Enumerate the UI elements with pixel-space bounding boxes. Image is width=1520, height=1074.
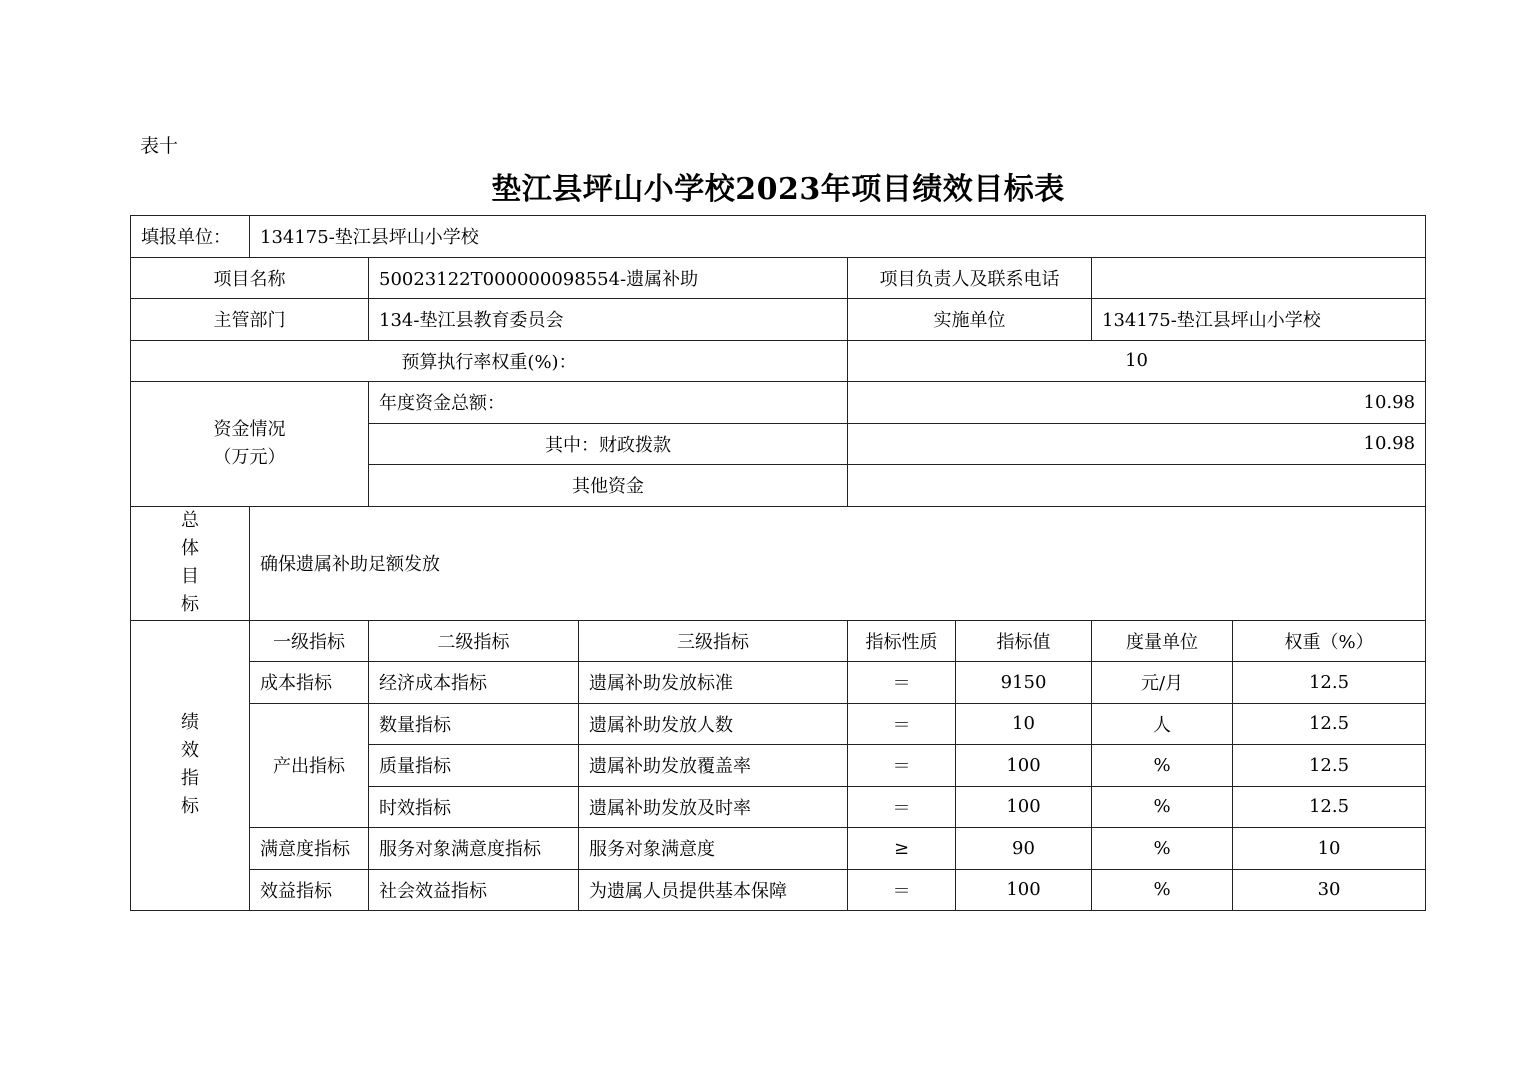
nature-cell: ＝ (848, 786, 956, 828)
value-cell: 100 (956, 745, 1092, 787)
funds-fiscal-label: 其中：财政拨款 (369, 423, 848, 465)
overall-goal-text: 确保遗属补助足额发放 (250, 506, 1426, 620)
value-cell: 90 (956, 828, 1092, 870)
overall-goal-row (131, 506, 1426, 620)
budget-rate-label: 预算执行率权重(%)： (131, 340, 848, 382)
department-label: 主管部门 (131, 299, 369, 341)
nature-cell: ＝ (848, 869, 956, 911)
value-cell: 10 (956, 703, 1092, 745)
nature-cell: ≥ (848, 828, 956, 870)
level3-cell: 遗属补助发放及时率 (579, 786, 848, 828)
level2-cell: 社会效益指标 (369, 869, 579, 911)
header-level2: 二级指标 (369, 620, 579, 662)
header-unit: 度量单位 (1092, 620, 1233, 662)
overall-goal-char: 目 (181, 566, 199, 587)
level1-cell: 效益指标 (250, 869, 369, 911)
performance-indicator-char: 效 (181, 740, 199, 762)
overall-goal-char: 标 (181, 594, 199, 615)
nature-cell: ＝ (848, 745, 956, 787)
funds-label-line2: （万元） (213, 446, 286, 468)
performance-indicator-label (131, 620, 250, 911)
project-name-row (131, 257, 1426, 299)
nature-cell: ＝ (848, 662, 956, 704)
performance-indicator-char: 绩 (181, 712, 199, 734)
unit-cell: % (1092, 786, 1233, 828)
value-cell: 100 (956, 786, 1092, 828)
level1-cell: 成本指标 (250, 662, 369, 704)
table-number-label: 表十 (140, 135, 179, 157)
level2-cell: 服务对象满意度指标 (369, 828, 579, 870)
unit-cell: % (1092, 869, 1233, 911)
header-value: 指标值 (956, 620, 1092, 662)
unit-cell: % (1092, 745, 1233, 787)
department-value: 134-垫江县教育委员会 (369, 299, 848, 341)
table-row (131, 703, 1426, 745)
performance-indicator-char: 指 (181, 768, 199, 790)
funds-total-value: 10.98 (848, 382, 1426, 424)
funds-total-row (131, 382, 1426, 424)
funds-label-line1: 资金情况 (213, 418, 286, 440)
department-row (131, 299, 1426, 341)
table-row (131, 828, 1426, 870)
implementing-unit-value: 134175-垫江县坪山小学校 (1092, 299, 1426, 341)
weight-cell: 30 (1233, 869, 1426, 911)
project-contact-value (1092, 257, 1426, 299)
page-title: 垫江县坪山小学校2023年项目绩效目标表 (491, 172, 1065, 207)
weight-cell: 10 (1233, 828, 1426, 870)
level3-cell: 服务对象满意度 (579, 828, 848, 870)
level2-cell: 时效指标 (369, 786, 579, 828)
level3-cell: 遗属补助发放人数 (579, 703, 848, 745)
level3-cell: 遗属补助发放标准 (579, 662, 848, 704)
level1-cell: 满意度指标 (250, 828, 369, 870)
value-cell: 100 (956, 869, 1092, 911)
level3-cell: 为遗属人员提供基本保障 (579, 869, 848, 911)
funds-label (131, 382, 369, 507)
level2-cell: 数量指标 (369, 703, 579, 745)
table-row (131, 662, 1426, 704)
project-name-label: 项目名称 (131, 257, 369, 299)
budget-rate-row (131, 340, 1426, 382)
header-nature: 指标性质 (848, 620, 956, 662)
funds-other-label: 其他资金 (369, 465, 848, 507)
overall-goal-char: 体 (181, 538, 199, 559)
level1-cell: 产出指标 (250, 703, 369, 828)
project-contact-label: 项目负责人及联系电话 (848, 257, 1092, 299)
nature-cell: ＝ (848, 703, 956, 745)
reporting-unit-label: 填报单位： (131, 216, 250, 258)
budget-rate-value: 10 (848, 340, 1426, 382)
level3-cell: 遗属补助发放覆盖率 (579, 745, 848, 787)
level2-cell: 质量指标 (369, 745, 579, 787)
unit-cell: 人 (1092, 703, 1233, 745)
project-name-value: 50023122T000000098554-遗属补助 (369, 257, 848, 299)
header-level1: 一级指标 (250, 620, 369, 662)
weight-cell: 12.5 (1233, 786, 1426, 828)
funds-fiscal-value: 10.98 (848, 423, 1426, 465)
header-weight: 权重（%） (1233, 620, 1426, 662)
overall-goal-label (131, 506, 250, 620)
weight-cell: 12.5 (1233, 703, 1426, 745)
implementing-unit-label: 实施单位 (848, 299, 1092, 341)
reporting-unit-value: 134175-垫江县坪山小学校 (250, 216, 1426, 258)
indicator-header-row (131, 620, 1426, 662)
performance-indicator-char: 标 (181, 796, 199, 818)
funds-total-label: 年度资金总额： (369, 382, 848, 424)
unit-cell: 元/月 (1092, 662, 1233, 704)
reporting-unit-row (131, 216, 1426, 258)
funds-other-value (848, 465, 1426, 507)
performance-target-table (130, 215, 1426, 911)
unit-cell: % (1092, 828, 1233, 870)
level2-cell: 经济成本指标 (369, 662, 579, 704)
table-row (131, 869, 1426, 911)
header-level3: 三级指标 (579, 620, 848, 662)
weight-cell: 12.5 (1233, 662, 1426, 704)
overall-goal-char: 总 (181, 510, 199, 531)
weight-cell: 12.5 (1233, 745, 1426, 787)
value-cell: 9150 (956, 662, 1092, 704)
